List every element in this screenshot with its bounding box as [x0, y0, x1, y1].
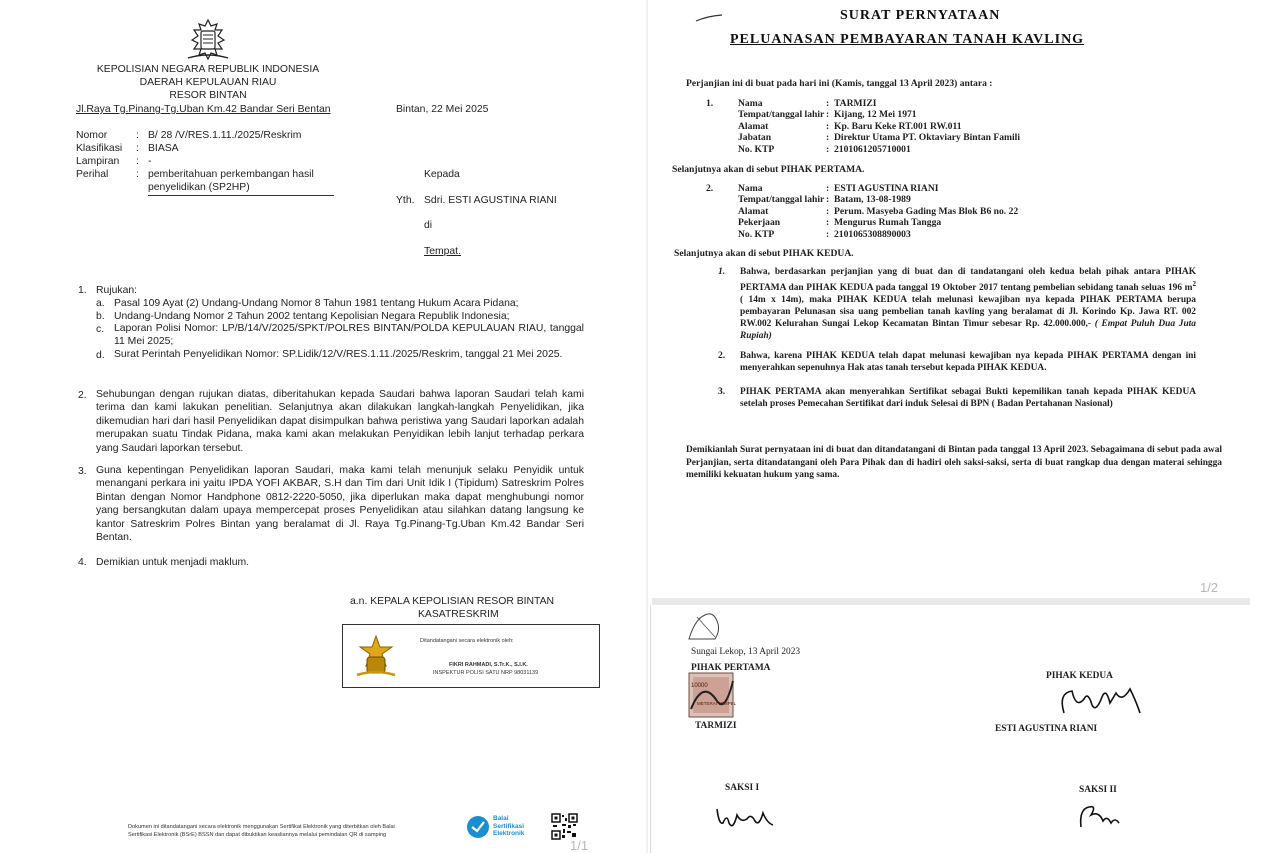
- party-field-colon: :: [826, 205, 830, 217]
- stamp-value: 10000: [691, 683, 708, 689]
- lampiran-value: -: [148, 156, 152, 167]
- party-field-label: Tempat/tanggal lahir: [738, 109, 825, 121]
- party-field-value: Direktur Utama PT. Oktaviary Bintan Famili: [834, 132, 1021, 144]
- bsre-line: Balai: [493, 815, 509, 822]
- page-divider: [646, 0, 648, 853]
- statement-page-2: [650, 605, 1251, 853]
- clause-1-sup: 2: [1192, 280, 1196, 288]
- recipient-name: Sdri. ESTI AGUSTINA RIANI: [424, 195, 557, 206]
- item-number: 1.: [78, 285, 87, 296]
- party-field-value: Batam, 13-08-1989: [834, 194, 911, 206]
- pen-mark-icon: [694, 12, 724, 24]
- party-field-colon: :: [826, 98, 830, 109]
- di-label: di: [424, 220, 433, 231]
- klasifikasi-value: BIASA: [148, 143, 179, 154]
- sub-mark: d.: [96, 350, 105, 361]
- party-field-colon: :: [826, 194, 830, 206]
- org-address: Jl.Raya Tg.Pinang-Tg.Uban Km.42 Bandar Seri Bentan: [76, 104, 331, 115]
- perihal-underline: [148, 195, 334, 196]
- intro-line: Perjanjian ini di buat pada hari ini (Kamis, tanggal 13 April 2023) antara :: [686, 78, 993, 89]
- tempat-label: Tempat.: [424, 246, 461, 257]
- party-field-label: Alamat: [738, 205, 769, 217]
- saksi-1-label: SAKSI I: [725, 783, 760, 793]
- party-field-value: Mengurus Rumah Tangga: [834, 217, 942, 229]
- party-field-value: Kijang, 12 Mei 1971: [834, 109, 917, 121]
- page-indicator: 1/2: [1200, 580, 1219, 595]
- bsre-logo-icon: [466, 815, 490, 839]
- klasifikasi-label: Klasifikasi: [76, 143, 123, 154]
- party-field-label: Jabatan: [738, 132, 772, 144]
- police-crest-icon: [182, 18, 234, 62]
- pihak-kedua-label: PIHAK KEDUA: [1046, 671, 1113, 681]
- clause-1-text: Bahwa, berdasarkan perjanjian yang di buat dan di tandatangani oleh kedua belah pihak antara PIHAK PERTAMA dan PIHAK KEDUA pada tanggal 19 Oktober 2017 tentang pembelian sebidang tanah seluas 196 m: [740, 267, 1196, 294]
- party-field-colon: :: [826, 132, 830, 144]
- e-signed-note: Ditandatangani secara elektronik oleh:: [420, 638, 514, 644]
- item-number: 2.: [78, 390, 87, 401]
- kepada-label: Kepada: [424, 169, 460, 180]
- item-number: 4.: [78, 557, 87, 568]
- signature-saksi-2-icon: [1075, 801, 1123, 831]
- item-number: 3.: [78, 466, 87, 477]
- meta-colon: :: [136, 143, 139, 154]
- footer-line-2: Sertifikasi Elektronik (BSrE) BSSN dan dapat dibuktikan keasliannya melalui pemindaian QR di samping: [128, 832, 387, 838]
- party-field-value: ESTI AGUSTINA RIANI: [834, 183, 939, 194]
- party-number: 1.: [706, 98, 714, 109]
- org-unit: RESOR BINTAN: [169, 90, 247, 101]
- rujukan-d: Surat Perintah Penyelidikan Nomor: SP.Lidik/12/V/RES.1.11./2025/Reskrim, tanggal 21 Mei 2025.: [114, 349, 563, 360]
- saksi-2-label: SAKSI II: [1079, 785, 1117, 795]
- party-number: 2.: [706, 183, 714, 194]
- sub-mark: b.: [96, 311, 105, 322]
- party-field-label: Tempat/tanggal lahir: [738, 194, 825, 206]
- paragraph-3: Guna kepentingan Penyelidikan laporan Saudari, maka kami telah menunjuk selaku Penyidik untuk menangani perkara ini yaitu IPDA YOFI AKBAR, S.H dan Tim dari Unit Idik I (Tipidum) Satreskrim Polres Bintan dengan Nomor Handphone 0812-2220-5050, jika diperlukan maka dapat menghubungi nomor yang bersangkutan dalam upaya mempercepat proses Penyelidikan atau silahkan datang langsung ke kantor Satreskrim Polres Bintan yang beralamat di Jl. Raya Tg.Pinang-Tg.Uban Km.42 Bandar Seri Bentan.: [96, 465, 584, 544]
- footer-line-1: Dokumen ini ditandatangani secara elektronik menggunakan Sertifikat Elektronik yang diterbitkan oleh Balai: [128, 824, 395, 830]
- meta-colon: :: [136, 169, 139, 180]
- signer-name: FIKRI RAHMADI, S.Tr.K., S.I.K.: [449, 662, 528, 668]
- signature-pihak-kedua-icon: [1056, 683, 1146, 721]
- party-field-colon: :: [826, 109, 830, 121]
- bsre-line: Sertifikasi: [493, 822, 525, 830]
- pihak-pertama-label: PIHAK PERTAMA: [691, 663, 771, 673]
- party-field-colon: :: [826, 120, 830, 132]
- signer-rank: INSPEKTUR POLISI SATU NRP 98031139: [433, 670, 539, 676]
- rujukan-b: Undang-Undang Nomor 2 Tahun 2002 tentang Kepolisian Negara Republik Indonesia;: [114, 311, 510, 322]
- party2-note: Selanjutnya akan di sebut PIHAK KEDUA.: [674, 248, 854, 259]
- clause-1-text-2: ( 14m x 14m), maka PIHAK KEDUA telah melunasi kewajiban nya kepada PIHAK PERTAMA berupa pembayaran Pelunasan sisa uang pembelian tanah kavling yang beralamat di Jl. Korindo Kp. Jawa RT. 002 RW.002 Kelurahan Sungai Lekop Kecamatan Bintan Timur sebesar Rp. 42.000.000,-: [740, 295, 1196, 330]
- party-field-label: Pekerjaan: [738, 217, 781, 229]
- pihak-kedua-name: ESTI AGUSTINA RIANI: [995, 724, 1098, 734]
- clause-number: 3.: [718, 386, 726, 397]
- closing-paragraph: Demikianlah Surat pernyataan ini di buat dan ditandatangani di Bintan pada tanggal 13 April 2023. Sebagaimana di sebut pada awal Perjanjian, serta ditandatangani oleh Para Pihak dan di hadiri oleh saksi-saksi, serta di buat rangkap dua dengan materai sehingga memiliki kekuatan hukum yang sama.: [686, 445, 1222, 481]
- party-field-label: No. KTP: [738, 228, 775, 240]
- statement-page-1: [650, 0, 1280, 600]
- stamp-duty-icon: [687, 671, 735, 719]
- qr-code-icon[interactable]: [551, 813, 578, 840]
- letter-date: Bintan, 22 Mei 2025: [396, 104, 489, 115]
- nomor-label: Nomor: [76, 130, 108, 141]
- meta-colon: :: [136, 156, 139, 167]
- nomor-value: B/ 28 /V/RES.1.11./2025/Reskrim: [148, 130, 302, 141]
- party-field-value: TARMIZI: [834, 98, 877, 109]
- party-field-label: Nama: [738, 183, 763, 194]
- pihak-pertama-name: TARMIZI: [695, 721, 737, 731]
- signature-saksi-1-icon: [713, 801, 777, 833]
- party1-note: Selanjutnya akan di sebut PIHAK PERTAMA.: [672, 164, 865, 175]
- doc-subtitle: PELUANASAN PEMBAYARAN TANAH KAVLING: [730, 32, 1085, 47]
- clause-3: PIHAK PERTAMA akan menyerahkan Sertifikat sebagai Bukti kepemilikan tanah kepada PIHAK KEDUA setelah proses Pemecahan Sertifikat dari induk Selesai di BPN ( Badan Pertahanan Nasional): [740, 387, 1196, 409]
- yth-label: Yth.: [396, 195, 415, 206]
- clause-1: [740, 266, 1196, 342]
- party-field-label: Nama: [738, 98, 763, 109]
- org-name: KEPOLISIAN NEGARA REPUBLIK INDONESIA: [96, 64, 320, 75]
- doc-title: SURAT PERNYATAAN: [840, 8, 1001, 23]
- party-field-value: 2101061205710001: [834, 143, 911, 155]
- signing-place-date: Sungai Lekop, 13 April 2023: [691, 647, 801, 657]
- signatory-title: a.n. KEPALA KEPOLISIAN RESOR BINTAN: [350, 596, 555, 607]
- party-field-label: Alamat: [738, 120, 769, 132]
- party-field-colon: :: [826, 228, 830, 240]
- page-indicator: 1/1: [570, 838, 589, 853]
- police-badge-icon: [353, 633, 399, 679]
- meta-colon: :: [136, 130, 139, 141]
- rujukan-c: Laporan Polisi Nomor: LP/B/14/V/2025/SPKT/POLRES BINTAN/POLDA KEPULAUAN RIAU, tanggal 11 Mei 2025;: [114, 323, 584, 348]
- rujukan-heading: Rujukan:: [96, 285, 138, 296]
- perihal-value-cont: penyelidikan (SP2HP): [148, 182, 250, 193]
- clause-1-amount-words: ( Empat Puluh Dua Juta Rupiah): [740, 319, 1196, 342]
- sub-mark: c.: [96, 324, 105, 335]
- sub-mark: a.: [96, 298, 105, 309]
- party-field-value: Kp. Baru Keke RT.001 RW.011: [834, 120, 962, 132]
- perihal-value: pemberitahuan perkembangan hasil: [148, 169, 314, 180]
- rujukan-a: Pasal 109 Ayat (2) Undang-Undang Nomor 8 Tahun 1981 tentang Hukum Acara Pidana;: [114, 298, 519, 309]
- party-field-colon: :: [826, 183, 830, 194]
- bsre-line: Elektronik: [493, 830, 525, 837]
- bsre-name: [493, 815, 524, 838]
- clause-number: 1.: [718, 266, 726, 277]
- party-field-label: No. KTP: [738, 143, 775, 155]
- party-field-value: Perum. Masyeba Gading Mas Blok B6 no. 22: [834, 205, 1019, 217]
- clause-number: 2.: [718, 350, 726, 361]
- clause-2: Bahwa, karena PIHAK KEDUA telah dapat melunasi kewajiban nya kepada PIHAK PERTAMA dengan ini menyerahkan sepenuhnya Hak atas tanah tersebut kepada PIHAK KEDUA.: [740, 351, 1196, 373]
- stamp-text: METERAI TEMPEL: [697, 701, 737, 706]
- signatory-role: KASATRESKRIM: [418, 609, 499, 620]
- party-field-colon: :: [826, 217, 830, 229]
- org-region: DAERAH KEPULAUAN RIAU: [139, 77, 277, 88]
- lampiran-label: Lampiran: [76, 156, 120, 167]
- torn-corner-icon: [687, 609, 727, 645]
- perihal-label: Perihal: [76, 169, 109, 180]
- paragraph-4: Demikian untuk menjadi maklum.: [96, 557, 250, 568]
- party-field-value: 2101065308890003: [834, 228, 911, 240]
- paragraph-2: Sehubungan dengan rujukan diatas, diberitahukan kepada Saudari bahwa laporan Saudari telah kami terima dan kami lakukan penelitian. Selanjutnya akan dilakukan langkah-langkah Penyelidikan, jika dikemudian hari dari hasil Penyelidikan dapat disimpulkan bahwa peristiwa yang Saudari laporkan adalah merupakan suatu Tindak Pidana, maka kami akan melakukan Penyidikan lebih lanjut terhadap perkara yang Saudari laporkan tersebut.: [96, 389, 584, 454]
- party-field-colon: :: [826, 143, 830, 155]
